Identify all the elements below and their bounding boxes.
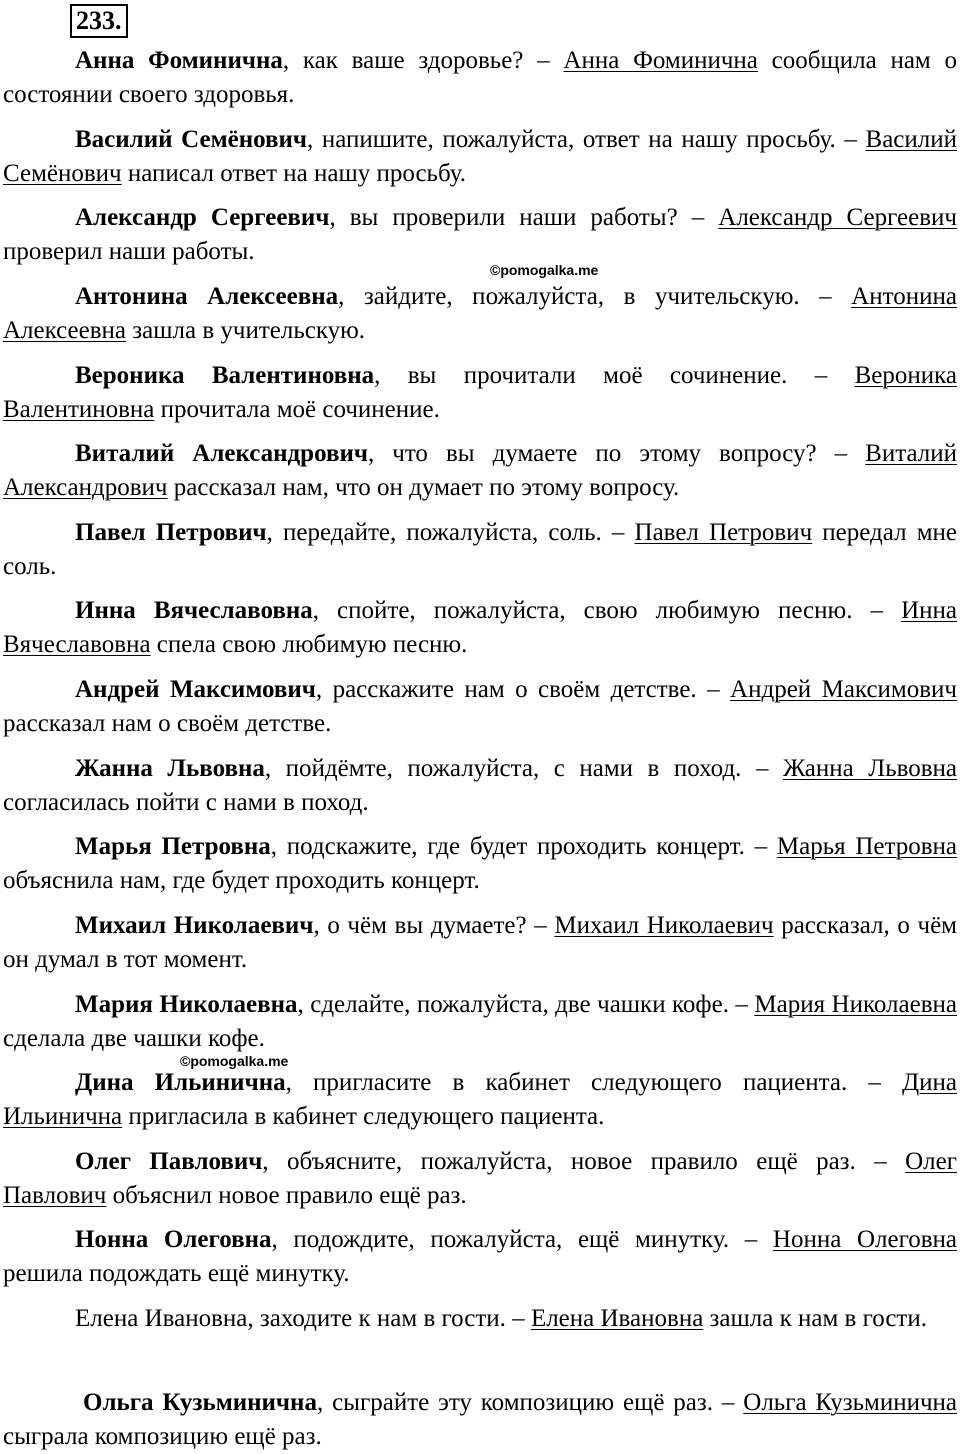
address-text: , передайте, пожалуйста, соль. – <box>266 519 635 546</box>
address-text: , пойдёмте, пожалуйста, с нами в поход. – <box>264 755 783 782</box>
addressee-name: Мария Николаевна <box>75 991 298 1018</box>
addressee-name: Вероника Валентиновна <box>75 362 375 389</box>
statement-text: написал ответ на нашу просьбу. <box>121 160 466 187</box>
subject-name: Павел Петрович <box>634 519 813 546</box>
addressee-name: Анна Фоминична <box>75 47 283 74</box>
addressee-name: Антонина Алексеевна <box>75 283 339 310</box>
addressee-name: Александр Сергеевич <box>75 204 330 231</box>
address-text: , вы прочитали моё сочинение. – <box>374 362 855 389</box>
statement-text: сыграла композицию ещё раз. <box>3 1423 322 1450</box>
subject-name: Олег Павлович <box>3 1148 957 1209</box>
subject-name: Михаил Николаевич <box>554 912 774 939</box>
subject-name: Нонна Олеговна <box>772 1226 957 1253</box>
statement-text: прочитала моё сочинение. <box>154 396 440 423</box>
subject-name: Марья Петровна <box>776 833 958 860</box>
statement-text: зашла в учительскую. <box>126 317 366 344</box>
address-text: , подскажите, где будет проходить концерт. – <box>270 833 777 860</box>
subject-name: Андрей Максимович <box>730 676 958 703</box>
watermark: ©pomogalka.me <box>180 1053 289 1069</box>
statement-text: согласилась пойти с нами в поход. <box>3 789 369 816</box>
subject-name: Жанна Львовна <box>782 755 958 782</box>
watermark: ©pomogalka.me <box>490 262 599 278</box>
address-text: , вы проверили наши работы? – <box>329 204 719 231</box>
statement-text: рассказал нам о своём детстве. <box>3 710 332 737</box>
statement-text: пригласила в кабинет следующего пациента. <box>122 1103 605 1130</box>
addressee-name: Нонна Олеговна <box>75 1226 272 1253</box>
paragraph <box>3 516 957 584</box>
paragraph <box>3 752 957 820</box>
addressee-name: Михаил Николаевич <box>75 912 314 939</box>
address-text: , заходите к нам в гости. – <box>247 1305 531 1332</box>
paragraph <box>3 1223 957 1291</box>
subject-name: Инна Вячеславовна <box>3 597 957 658</box>
address-text: , что вы думаете по этому вопросу? – <box>367 440 866 467</box>
addressee-name: Ольга Кузьминична <box>83 1389 317 1416</box>
paragraph <box>3 909 957 977</box>
statement-text: сделала две чашки кофе. <box>3 1025 265 1052</box>
addressee-name: Жанна Львовна <box>75 755 265 782</box>
subject-name: Виталий Александрович <box>3 440 957 501</box>
paragraph <box>3 44 957 112</box>
statement-text: рассказал, о чём он думал в тот момент. <box>3 912 957 973</box>
subject-name: Анна Фоминична <box>563 47 758 74</box>
subject-name: Дина Ильинична <box>3 1069 958 1130</box>
statement-text: спела свою любимую песню. <box>150 631 468 658</box>
statement-text: решила подождать ещё минутку. <box>3 1260 350 1287</box>
exercise-number: 233. <box>70 4 128 38</box>
address-text: , о чём вы думаете? – <box>313 912 555 939</box>
address-text: , спойте, пожалуйста, свою любимую песню. – <box>312 597 902 624</box>
addressee-name: Дина Ильинична <box>75 1069 286 1096</box>
paragraph <box>3 123 957 191</box>
paragraph <box>3 280 957 348</box>
addressee-name: Василий Семёнович <box>75 126 308 153</box>
subject-name: Елена Ивановна <box>530 1305 704 1332</box>
subject-name: Вероника Валентиновна <box>3 362 957 423</box>
statement-text: передал мне соль. <box>3 519 957 580</box>
paragraph <box>3 1386 957 1454</box>
address-text: , зайдите, пожалуйста, в учительскую. – <box>338 283 852 310</box>
statement-text: рассказал нам, что он думает по этому вопросу. <box>167 474 680 501</box>
statement-text: объяснила нам, где будет проходить концерт. <box>3 867 480 894</box>
statement-text: проверил наши работы. <box>3 238 255 265</box>
paragraph <box>3 1145 957 1213</box>
paragraph <box>3 437 957 505</box>
address-text: , как ваше здоровье? – <box>282 47 564 74</box>
subject-name: Василий Семёнович <box>3 126 957 187</box>
addressee-name: Виталий Александрович <box>75 440 368 467</box>
paragraph <box>3 673 957 741</box>
addressee-name: Олег Павлович <box>75 1148 263 1175</box>
addressee-name: Павел Петрович <box>75 519 267 546</box>
subject-name: Антонина Алексеевна <box>3 283 957 344</box>
address-text: , сыграйте эту композицию ещё раз. – <box>316 1389 744 1416</box>
address-text: , расскажите нам о своём детстве. – <box>315 676 731 703</box>
subject-name: Мария Николаевна <box>754 991 957 1018</box>
address-text: , напишите, пожалуйста, ответ на нашу просьбу. – <box>307 126 866 153</box>
statement-text: объяснил новое правило ещё раз. <box>106 1182 467 1209</box>
paragraph <box>3 830 957 898</box>
addressee-name: Инна Вячеславовна <box>75 597 313 624</box>
paragraph <box>3 1302 957 1336</box>
paragraph <box>3 988 957 1056</box>
paragraph <box>3 594 957 662</box>
address-text: , подождите, пожалуйста, ещё минутку. – <box>271 1226 773 1253</box>
subject-name: Александр Сергеевич <box>718 204 957 231</box>
paragraph <box>3 201 957 269</box>
addressee-name: Марья Петровна <box>75 833 271 860</box>
paragraph <box>3 359 957 427</box>
statement-text: сообщила нам о состоянии своего здоровья. <box>3 47 957 108</box>
paragraph <box>3 1066 957 1134</box>
addressee-name: Елена Ивановна <box>75 1305 248 1332</box>
subject-name: Ольга Кузьминична <box>743 1389 958 1416</box>
address-text: , объясните, пожалуйста, новое правило ещё раз. – <box>262 1148 906 1175</box>
address-text: , сделайте, пожалуйста, две чашки кофе. – <box>297 991 755 1018</box>
statement-text: зашла к нам в гости. <box>703 1305 927 1332</box>
address-text: , пригласите в кабинет следующего пациента. – <box>285 1069 903 1096</box>
addressee-name: Андрей Максимович <box>75 676 316 703</box>
